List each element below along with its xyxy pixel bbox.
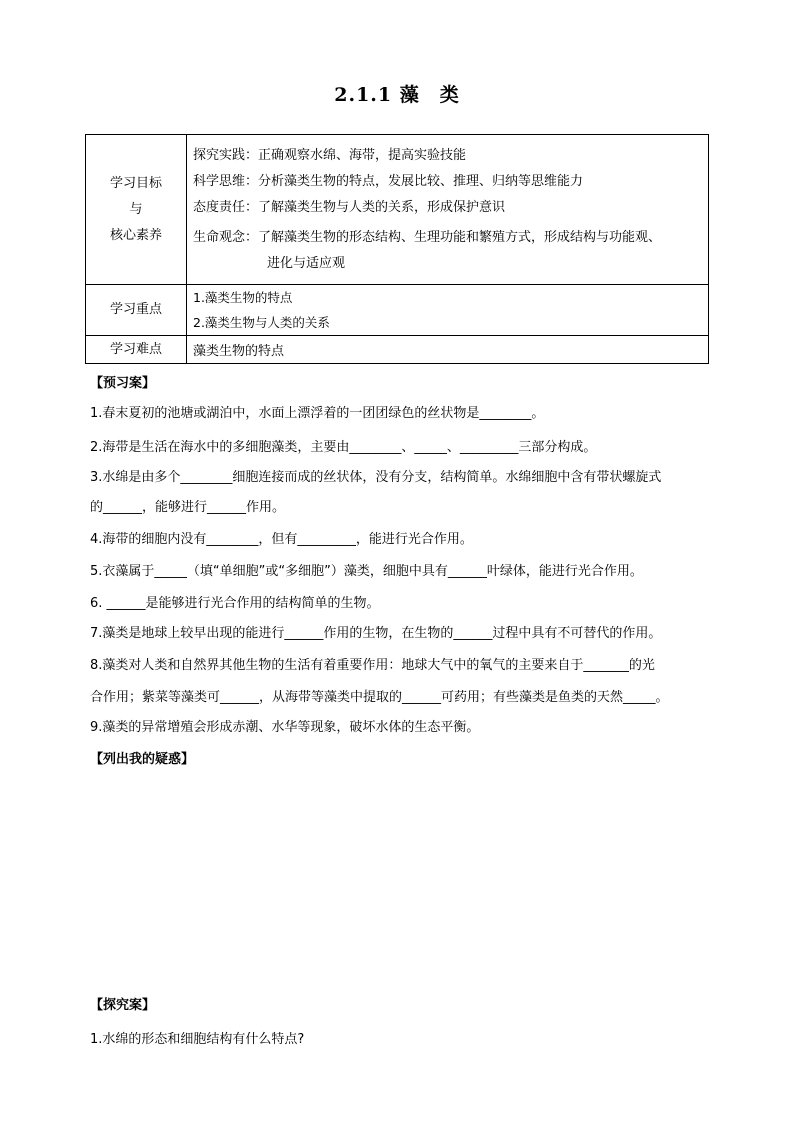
learning-goals-table	[85, 134, 709, 364]
table-row	[86, 336, 709, 364]
key-point-item: 2.藻类生物与人类的关系	[193, 315, 330, 330]
question-line: 8.藻类对人类和自然界其他生物的生活有着重要作用：地球大气中的氧气的主要来自于_______的光	[90, 658, 655, 673]
goals-content-cell	[187, 135, 709, 285]
explore-heading: 【探究案】	[90, 998, 156, 1013]
goal-item: 科学思维：分析藻类生物的特点，发展比较、推理、归纳等思维能力	[193, 173, 584, 189]
question-line: 4.海带的细胞内没有________，但有_________，能进行光合作用。	[90, 532, 473, 547]
question-line: 1.春末夏初的池塘或湖泊中，水面上漂浮着的一团团绿色的丝状物是________。	[90, 406, 545, 421]
goals-label: 核心素养	[109, 227, 162, 243]
goal-item: 生命观念：了解藻类生物的形态结构、生理功能和繁殖方式，形成结构与功能观、	[193, 229, 662, 245]
page-title: 2.1.1 藻 类	[334, 84, 460, 106]
question-line: 9.藻类的异常增殖会形成赤潮、水华等现象，破坏水体的生态平衡。	[90, 720, 480, 735]
table-row	[86, 285, 709, 336]
goals-label: 学习目标	[109, 175, 162, 191]
question-line: 6. ______是能够进行光合作用的结构简单的生物。	[90, 596, 380, 611]
question-line: 5.衣藻属于_____（填“单细胞”或“多细胞”）藻类，细胞中具有______叶绿体，能进行光合作用。	[90, 564, 643, 579]
goal-item: 态度责任：了解藻类生物与人类的关系，形成保护意识	[193, 199, 506, 215]
difficulty-label: 学习难点	[86, 336, 187, 364]
goals-label-cell	[86, 135, 187, 285]
question-line: 3.水绵是由多个________细胞连接而成的丝状体，没有分支，结构简单。水绵细胞中含有带状螺旋式	[90, 470, 662, 485]
goals-label: 与	[129, 201, 143, 217]
key-points-cell	[187, 285, 709, 336]
question-line: 合作用；紫菜等藻类可______，从海带等藻类中提取的______可药用；有些藻类是鱼类的天然_____。	[90, 690, 669, 705]
question-line: 7.藻类是地球上较早出现的能进行______作用的生物，在生物的______过程中具有不可替代的作用。	[90, 626, 662, 641]
question-line: 的______，能够进行______作用。	[90, 500, 286, 515]
doubts-heading: 【列出我的疑惑】	[90, 752, 195, 767]
question-line: 2.海带是生活在海水中的多细胞藻类，主要由________、_____、_________三部分构成。	[90, 440, 597, 455]
explore-question: 1.水绵的形态和细胞结构有什么特点?	[90, 1032, 305, 1047]
goal-item: 探究实践：正确观察水绵、海带，提高实验技能	[193, 147, 467, 163]
preview-heading: 【预习案】	[90, 376, 156, 391]
difficulty-cell: 藻类生物的特点	[187, 336, 709, 364]
key-point-item: 1.藻类生物的特点	[193, 290, 293, 305]
goal-item: 进化与适应观	[267, 255, 346, 271]
table-row	[86, 135, 709, 285]
key-points-label: 学习重点	[86, 285, 187, 336]
